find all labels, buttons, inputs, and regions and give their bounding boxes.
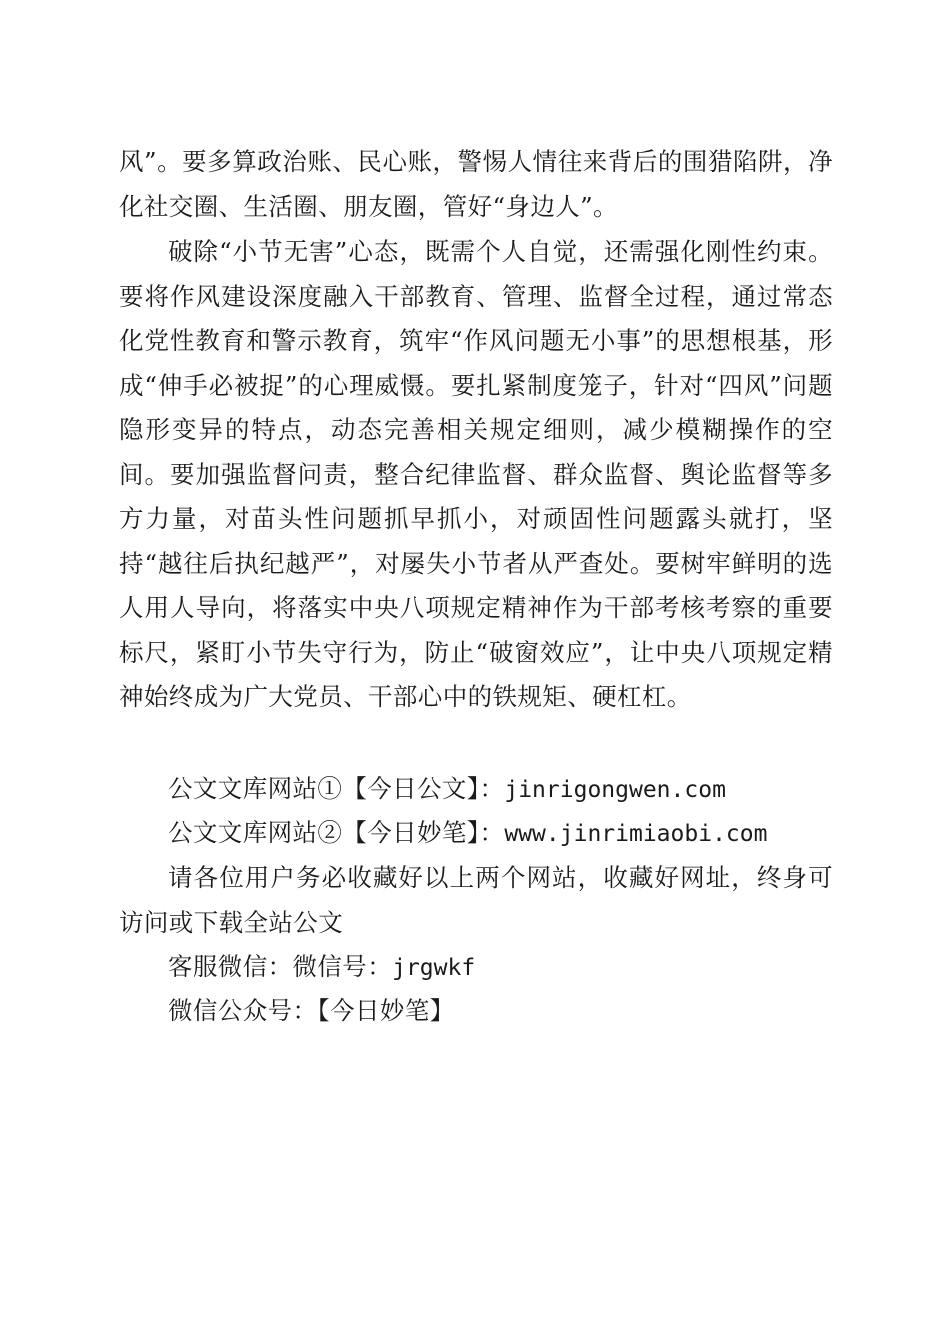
official-account-line: 微信公众号：【今日妙笔】 (168, 996, 455, 1025)
site1-label: 公文文库网站①【今日公文】： (168, 774, 505, 803)
site1-url: jinrigongwen.com (504, 777, 726, 803)
site2-label: 公文文库网站②【今日妙笔】： (168, 818, 505, 847)
site2-line (119, 811, 833, 857)
paragraph-main: 破除“小节无害”心态，既需个人自觉，还需强化刚性约束。要将作风建设深度融入干部教育、管理、监督全过程，通过常态化党性教育和警示教育，筑牢“作风问题无小事”的思想根基，形成“伸手必被捉”的心理威慑。要扎紧制度笼子，针对“四风”问题隐形变异的特点，动态完善相关规定细则，减少模糊操作的空间。要加强监督问责，整合纪律监督、群众监督、舆论监督等多方力量，对苗头性问题抓早抓小，对顽固性问题露头就打，坚持“越往后执纪越严”，对屡失小节者从严查处。要树牢鲜明的选人用人导向，将落实中央八项规定精神作为干部考核考察的重要标尺，紧盯小节失守行为，防止“破窗效应”，让中央八项规定精神始终成为广大党员、干部心中的铁规矩、硬杠杠。 (119, 237, 833, 711)
service-label: 客服微信：微信号： (168, 952, 393, 981)
paragraph-continuation: 风”。要多算政治账、民心账，警惕人情往来背后的围猎陷阱，净化社交圈、生活圈、朋友圈，管好“身边人”。 (119, 147, 833, 221)
service-line (119, 945, 833, 991)
service-id: jrgwkf (392, 955, 476, 981)
site2-url: www.jinrimiaobi.com (504, 821, 768, 847)
bookmark-notice: 请各位用户务必收藏好以上两个网站，收藏好网址，终身可访问或下载全站公文 (119, 863, 833, 937)
site1-line (119, 767, 833, 813)
